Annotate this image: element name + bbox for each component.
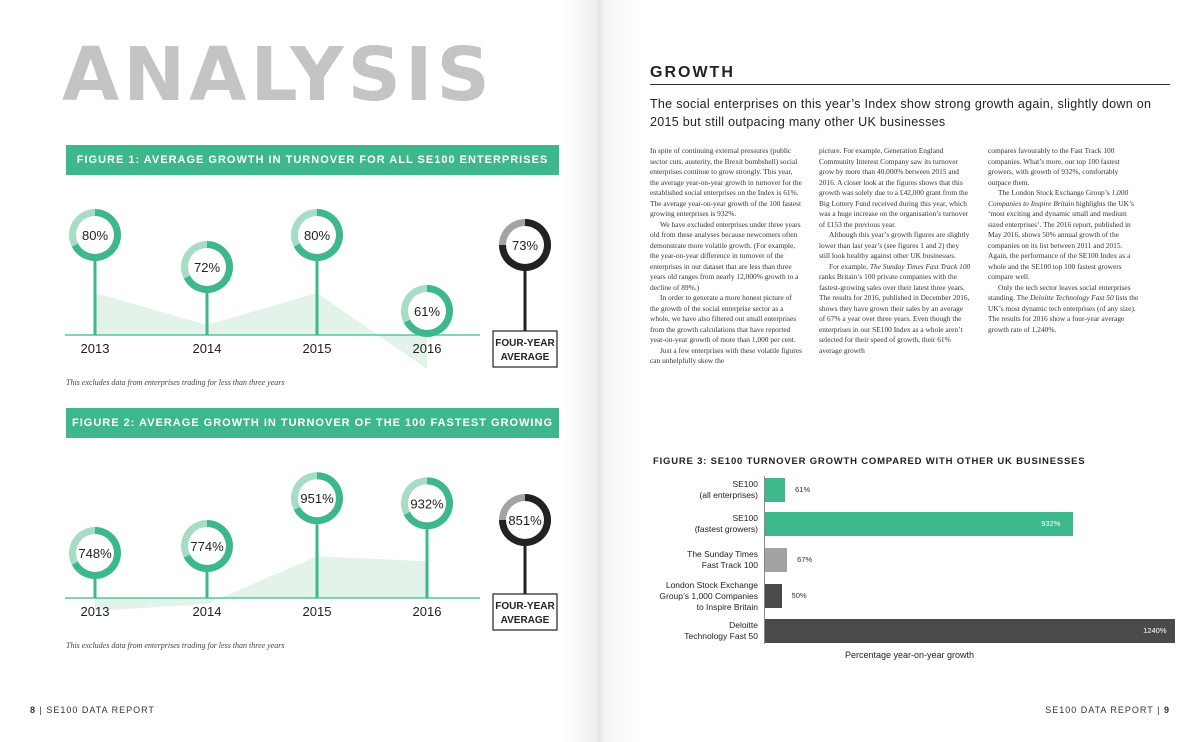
value-label: 72% [193,260,221,275]
bar-category-label-line: Group’s 1,000 Companies [659,590,758,601]
bar [765,478,785,502]
col2-paragraph: picture. For example, Generation England Community Interest Company saw its turnover grow by more than 40,000% between 2015 and 2016. A closer look at the figures shows that this growth was solely due to a £42,000 grant from the Big Lottery Fund received during this year, which was a huge increase on the organisation’s turnover of £153 the previous year. [819,146,969,229]
lead-paragraph: The social enterprises on this year’s Index show strong growth again, slightly down on 2015 but still outpacing many other UK businesses [650,97,1152,129]
body-column-1 [650,146,802,367]
growth-area [95,556,427,611]
bar-category-label [600,580,758,613]
right-footer-separator: | [1157,705,1161,715]
value-label: 748% [78,546,112,561]
year-label: 2014 [192,604,222,619]
right-footer-text: SE100 DATA REPORT [1045,705,1154,715]
bar-category-label [600,513,758,535]
bar [765,548,787,572]
bar-category-label-line: (all enterprises) [699,490,758,500]
col1-paragraph: Just a few enterprises with these volatile figures can unhelpfully skew the [650,345,802,365]
bar-category-label-line: SE100 [732,513,758,523]
bar-value-label: 61% [795,485,811,494]
col3-paragraph [988,188,1140,283]
left-footer [30,705,155,715]
bar-category-label [600,479,758,501]
left-footer-separator: | [39,705,43,715]
bar-category-label-line: Fast Track 100 [701,560,758,570]
bar-category-label-line: (fastest growers) [694,524,758,534]
col2-italic: The Sunday Times Fast Track 100 [869,261,971,271]
right-footer-page-number: 9 [1163,705,1170,715]
col1-paragraph: We have excluded enterprises under three years old from these analyses because newcomers often demonstrate more volatile growth. (For example, the year-on-year difference in turnover of the enterprises in our dataset that are less than three years old ranges from nearly 12,000% growth to a decline of 89%.) [650,219,801,292]
year-label: 2016 [412,604,442,619]
col2-text: ranks Britain’s 100 private companies with the fastest-growing sales over their latest three years. The results for 2016, published in December 2016, shows they have grown their sales by an average of 67% a year over three years. Even though the enterprises in our SE100 Index as a whole aren’t selected for their speed of growth, their 61% average growth [819,272,970,355]
figure1-title-bar [66,145,559,175]
fig1-svg [55,190,575,380]
bar-value-label: 67% [797,555,813,564]
bar-category-label [600,549,758,571]
value-label: 774% [190,538,224,554]
figure1-chart [55,190,575,380]
figure2-title-bar [66,408,559,459]
bar-category-label-line: The Sunday Times [687,549,758,559]
col3-text: highlights the UK’s ‘most exciting and dynamic small and medium sized enterprises’. The 2016 report, published in May 2016, shows 50% annual growth of the companies on its list between 2011 and 2015. Again, the performance of the SE100 Index as a whole and the SE100 top 100 fastest growers compare well. [988,198,1134,281]
average-label-line1: FOUR-YEAR [495,601,555,612]
col3-text: Only the tech sector leaves social enterprises standing. The [988,282,1131,302]
year-label: 2015 [302,341,332,356]
bar [765,619,1175,643]
figure2-chart [55,465,575,645]
page-title: ANALYSIS [62,32,494,118]
figure3-title: FIGURE 3: SE100 TURNOVER GROWTH COMPARED WITH OTHER UK BUSINESSES [653,456,1086,467]
bar-category-label-line: London Stock Exchange [665,579,758,590]
bar-category-label [600,620,758,642]
bar-value-label: 1240% [1143,626,1167,635]
body-column-3 [988,146,1140,335]
figure2-title: FIGURE 2: AVERAGE GROWTH IN TURNOVER OF THE 100 FASTEST GROWING ENTERPRISES [71,417,554,459]
average-label-line2: AVERAGE [500,615,550,626]
col3-paragraph [988,283,1140,336]
bar-category-label-line: SE100 [732,479,758,489]
bar-category-label-line: Deloitte [729,620,758,630]
value-label: 951% [300,491,334,507]
figure1-title: FIGURE 1: AVERAGE GROWTH IN TURNOVER FOR ALL SE100 ENTERPRISES [76,154,549,166]
average-value-label: 851% [508,513,542,528]
bar-value-label: 50% [791,591,807,600]
growth-area [95,293,427,369]
col1-paragraph: In spite of continuing external pressures (public sector cuts, austerity, the Brexit bombshell) social enterprises continue to grow strongly. This year, the average year-on-year growth in turnover for the established social enterprises on the Index is 61%. The average year-on-year growth of the 100 fastest growing enterprises is 932%. [650,146,802,218]
bar-category-label-line: Technology Fast 50 [684,631,758,641]
average-label-line1: FOUR-YEAR [495,338,555,349]
bar [765,512,1073,536]
left-footer-page-number: 8 [30,705,37,715]
year-label: 2015 [302,604,332,619]
average-value-label: 73% [511,238,539,253]
bar [765,584,782,608]
figure1-note: This excludes data from enterprises trading for less than three years [66,378,285,387]
bar-axis-title: Percentage year-on-year growth [845,650,975,660]
col3-paragraph: compares favourably to the Fast Track 100 companies. What’s more, our top 100 fastest growers, with growth of 932%, comfortably outpace them. [988,146,1120,187]
year-label: 2016 [412,341,442,356]
col3-italic: 1,000 Companies to Inspire Britain [988,188,1129,208]
value-label: 932% [410,496,444,512]
bar-value-label: 932% [1041,519,1061,528]
body-column-2 [819,146,971,356]
col2-paragraph [819,262,971,357]
section-heading: GROWTH [650,64,735,81]
year-label: 2013 [80,341,110,356]
bar-category-label-line: to Inspire Britain [696,601,758,612]
right-page [600,0,1200,742]
value-label: 61% [413,304,441,319]
fig2-svg [55,465,575,645]
col1-paragraph: In order to generate a more honest picture of the growth of the social enterprise sector as a whole, we have also filtered out small enterprises from the growth calculations that have reported year-on-year growth of more than 1,000 per cent. [650,293,797,344]
year-label: 2014 [192,341,222,356]
value-label: 80% [303,228,331,243]
figure2-note: This excludes data from enterprises trading for less than three years [66,641,285,650]
heading-rule [650,84,1170,85]
col3-text: The London Stock Exchange Group’s [998,188,1112,197]
col3-text: lists the UK’s most dynamic tech enterprises (of any size). The results for 2016 show a four-year average growth rate of 1,240%. [988,293,1139,334]
average-label-line2: AVERAGE [500,352,550,363]
col2-text: For example, [829,261,870,271]
right-footer [1045,705,1170,715]
year-label: 2013 [80,604,110,619]
value-label: 80% [81,228,109,243]
left-footer-text: SE100 DATA REPORT [46,705,155,715]
col2-paragraph: Although this year’s growth figures are slightly lower than last year’s (see figures 1 and 2) they still look healthy against other UK businesses. [819,230,970,260]
col3-italic: Deloitte Technology Fast 50 [1029,293,1114,302]
